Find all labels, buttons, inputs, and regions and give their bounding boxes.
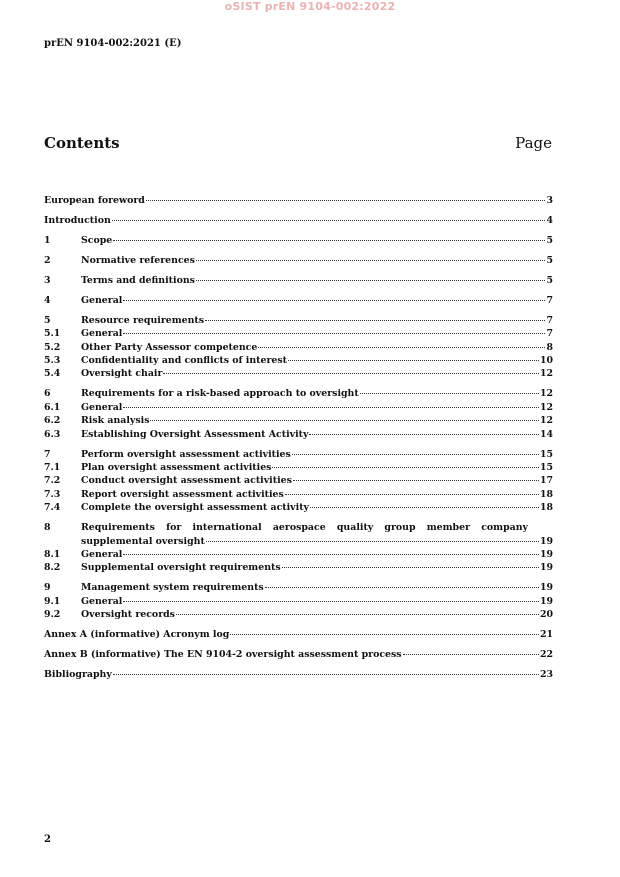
toc-title: Conduct oversight assessment activities [81, 475, 292, 487]
toc-page: 22 [539, 649, 553, 661]
toc-number: 7.3 [44, 488, 61, 500]
toc-number: 8.1 [44, 548, 61, 560]
toc-number: 5.2 [44, 341, 61, 353]
toc-title: Confidentiality and conflicts of interest [81, 355, 287, 367]
toc-page: 12 [539, 401, 553, 413]
toc-leader [146, 200, 546, 201]
table-of-contents [44, 194, 553, 681]
toc-entry-5-1[interactable] [44, 327, 553, 340]
toc-page: 19 [539, 595, 553, 607]
toc-leader [206, 541, 539, 542]
toc-page: 15 [539, 462, 553, 473]
toc-number: 9.2 [44, 609, 61, 621]
toc-entry-annex-a[interactable] [44, 628, 553, 641]
page-number: 2 [44, 834, 51, 845]
toc-page: 21 [539, 629, 553, 641]
toc-page: 5 [546, 234, 553, 246]
toc-entry-9-2[interactable] [44, 608, 553, 621]
toc-number: 5.1 [44, 328, 61, 340]
toc-page: 19 [539, 548, 553, 560]
toc-entry-6[interactable] [44, 387, 553, 400]
toc-page: 19 [539, 535, 553, 547]
toc-leader [310, 507, 539, 508]
toc-page: 3 [546, 195, 553, 206]
toc-entry-5-2[interactable] [44, 341, 553, 354]
toc-leader [123, 601, 539, 602]
toc-number: 5.4 [44, 368, 61, 380]
toc-number: 2 [44, 254, 51, 266]
toc-number: 8.2 [44, 562, 61, 574]
toc-title: European foreword [44, 195, 145, 206]
toc-page: 8 [546, 341, 553, 353]
toc-entry-8-1[interactable] [44, 548, 553, 561]
toc-leader [163, 373, 539, 374]
toc-title: General [81, 595, 123, 607]
toc-entry-european-foreword[interactable] [44, 194, 553, 207]
toc-leader [265, 587, 539, 588]
toc-page: 7 [546, 314, 553, 326]
toc-title: Plan oversight assessment activities [81, 462, 272, 473]
toc-page: 20 [539, 609, 553, 621]
toc-number: 5 [44, 314, 51, 326]
toc-number: 7.4 [44, 502, 61, 514]
toc-entry-7-1[interactable] [44, 461, 553, 474]
toc-number: 5.3 [44, 355, 61, 367]
toc-number: 8 [44, 522, 51, 534]
toc-number: 1 [44, 234, 51, 246]
toc-title: Scope [81, 234, 113, 246]
toc-leader [292, 454, 539, 455]
toc-title: Bibliography [44, 669, 112, 681]
toc-leader [196, 260, 546, 261]
toc-leader [230, 634, 539, 635]
toc-page: 5 [546, 254, 553, 266]
toc-title: Introduction [44, 214, 111, 226]
toc-entry-5-3[interactable] [44, 354, 553, 367]
toc-number: 4 [44, 294, 51, 306]
watermark: oSIST prEN 9104-002:2022 [224, 0, 396, 13]
toc-title: General [81, 294, 123, 306]
toc-page: 7 [546, 328, 553, 340]
toc-entry-annex-b[interactable] [44, 648, 553, 661]
toc-title: Perform oversight assessment activities [81, 448, 291, 460]
toc-title: Annex B (informative) The EN 9104-2 oversight assessment process [44, 649, 402, 661]
toc-leader [150, 420, 538, 421]
toc-number: 3 [44, 274, 51, 286]
toc-title: Establishing Oversight Assessment Activity [81, 428, 309, 440]
toc-number: 6.3 [44, 428, 61, 440]
toc-entry-9[interactable] [44, 581, 553, 594]
toc-number: 7.2 [44, 475, 61, 487]
toc-title: Resource requirements [81, 314, 205, 326]
toc-leader [258, 347, 545, 348]
toc-leader [123, 554, 539, 555]
toc-page: 15 [539, 448, 553, 460]
toc-leader [205, 320, 545, 321]
toc-entry-4[interactable] [44, 294, 553, 307]
toc-entry-7-4[interactable] [44, 501, 553, 514]
toc-leader [123, 333, 545, 334]
toc-title: Terms and definitions [81, 274, 195, 286]
toc-entry-5[interactable] [44, 314, 553, 327]
toc-title: Complete the oversight assessment activity [81, 502, 309, 514]
toc-entry-8[interactable] [44, 521, 553, 548]
toc-entry-7-2[interactable] [44, 474, 553, 487]
toc-page: 17 [539, 475, 553, 487]
toc-title: General [81, 401, 123, 413]
toc-leader [282, 567, 539, 568]
toc-number: 6.2 [44, 415, 61, 427]
toc-title: Annex A (informative) Acronym log [44, 629, 230, 641]
toc-leader [112, 220, 546, 221]
toc-page: 12 [539, 388, 553, 400]
toc-leader [176, 614, 539, 615]
toc-leader [403, 654, 539, 655]
toc-leader [285, 494, 539, 495]
toc-entry-8-2[interactable] [44, 561, 553, 574]
toc-title: Normative references [81, 254, 195, 266]
toc-entry-7[interactable] [44, 448, 553, 461]
toc-number: 6 [44, 388, 51, 400]
toc-leader [272, 467, 539, 468]
toc-leader [293, 480, 539, 481]
toc-title: Oversight records [81, 609, 175, 621]
toc-title: Oversight chair [81, 368, 163, 380]
toc-page: 23 [539, 669, 553, 681]
toc-entry-3[interactable] [44, 274, 553, 287]
page-column-heading: Page [515, 134, 552, 152]
toc-leader [288, 360, 539, 361]
toc-title: Report oversight assessment activities [81, 488, 284, 500]
toc-title: Management system requirements [81, 582, 264, 594]
toc-entry-6-1[interactable] [44, 401, 553, 414]
toc-leader [309, 434, 539, 435]
toc-number: 7 [44, 448, 51, 460]
toc-title: Supplemental oversight requirements [81, 562, 281, 574]
toc-entry-6-3[interactable] [44, 428, 553, 441]
toc-title: General [81, 328, 123, 340]
toc-number: 9.1 [44, 595, 61, 607]
toc-page: 5 [546, 274, 553, 286]
toc-leader [360, 393, 539, 394]
toc-page: 18 [539, 488, 553, 500]
toc-entry-7-3[interactable] [44, 488, 553, 501]
toc-title: Risk analysis [81, 415, 150, 427]
toc-title-line2: supplemental oversight [81, 535, 205, 547]
toc-title: General [81, 548, 123, 560]
toc-entry-bibliography[interactable] [44, 668, 553, 681]
toc-entry-9-1[interactable] [44, 595, 553, 608]
toc-entry-1[interactable] [44, 234, 553, 247]
toc-leader [123, 300, 545, 301]
toc-page: 12 [539, 368, 553, 380]
toc-page: 19 [539, 582, 553, 594]
toc-entry-5-4[interactable] [44, 367, 553, 380]
toc-leader [123, 407, 539, 408]
toc-entry-introduction[interactable] [44, 214, 553, 227]
toc-leader [113, 240, 545, 241]
document-id: prEN 9104-002:2021 (E) [44, 38, 182, 49]
toc-leader [113, 674, 539, 675]
contents-heading: Contents [44, 134, 120, 152]
toc-page: 7 [546, 294, 553, 306]
toc-page: 14 [539, 428, 553, 440]
toc-page: 10 [539, 355, 553, 367]
toc-number: 9 [44, 582, 51, 594]
toc-title: Other Party Assessor competence [81, 341, 258, 353]
toc-number: 6.1 [44, 401, 61, 413]
toc-number: 7.1 [44, 462, 61, 473]
toc-page: 12 [539, 415, 553, 427]
toc-page: 18 [539, 502, 553, 514]
toc-entry-2[interactable] [44, 254, 553, 267]
toc-title-line1: Requirements for international aerospace quality group member company [81, 522, 528, 534]
toc-leader [196, 280, 546, 281]
toc-page: 19 [539, 562, 553, 574]
toc-entry-6-2[interactable] [44, 414, 553, 427]
toc-page: 4 [546, 214, 553, 226]
toc-title: Requirements for a risk-based approach to oversight [81, 388, 359, 400]
